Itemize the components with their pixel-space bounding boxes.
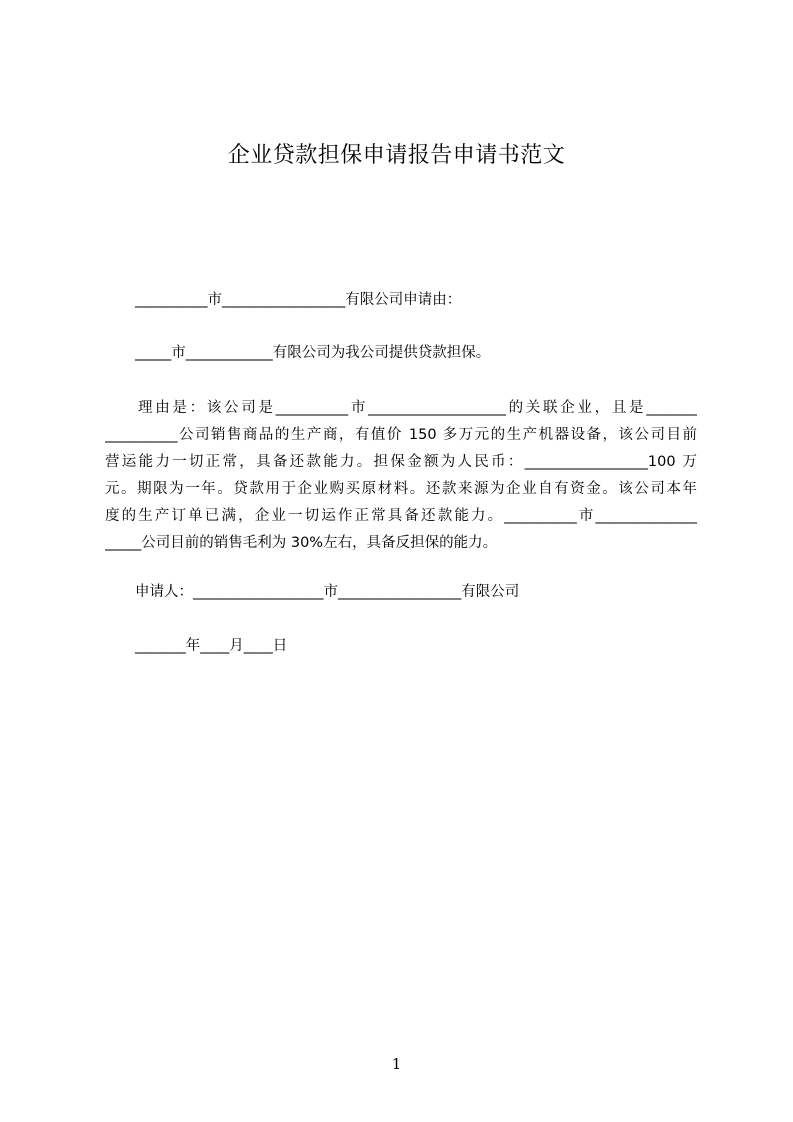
guarantor-line [105, 340, 697, 367]
applicant-reason-text: __________市_________________有限公司申请由： [135, 292, 462, 308]
date-text: _______年____月____日 [135, 638, 288, 654]
reason-line: 营运能力一切正常，具备还款能力。担保金额为人民币：_________________100 万 [105, 454, 697, 470]
date-line [105, 633, 697, 660]
reason-line: 度的生产订单已满，企业一切运作正常具备还款能力。__________市______________ [105, 508, 697, 524]
applicant-reason-line [105, 287, 697, 314]
reason-line: _____公司目前的销售毛利为 30%左右，具备反担保的能力。 [105, 535, 498, 551]
reason-line: 理由是：该公司是__________市___________________的关联企业，且是_______ [138, 400, 697, 416]
page-number: 1 [391, 1055, 402, 1073]
reason-paragraph [105, 395, 697, 557]
reason-line: 元。期限为一年。贷款用于企业购买原材料。还款来源为企业自有资金。该公司本年 [105, 481, 697, 497]
reason-line: __________公司销售商品的生产商，有值价 150 多万元的生产机器设备，该公司目前 [105, 427, 697, 443]
document-title: 企业贷款担保申请报告申请书范文 [227, 143, 566, 168]
signature-text: 申请人：__________________市_________________有限公司 [135, 584, 520, 600]
guarantor-text: _____市____________有限公司为我公司提供贷款担保。 [135, 345, 491, 361]
signature-line [105, 579, 697, 606]
